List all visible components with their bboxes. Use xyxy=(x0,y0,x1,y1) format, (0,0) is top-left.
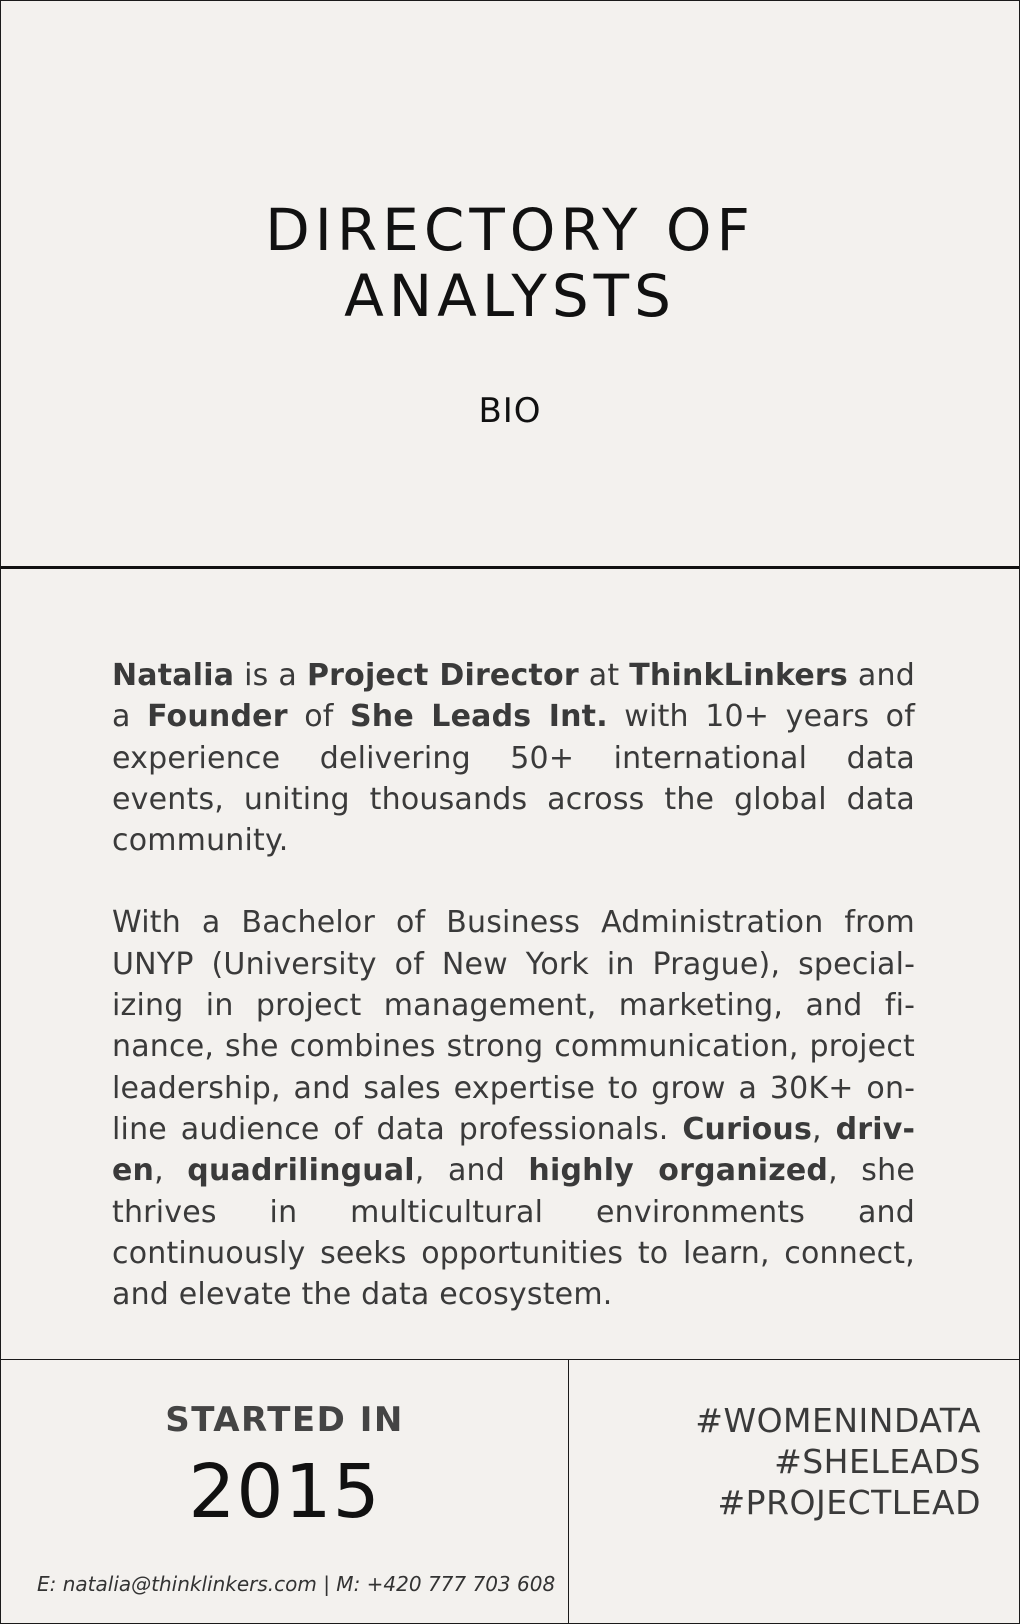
bio-text-run: is a xyxy=(234,658,307,693)
title-line-2: ANALYSTS xyxy=(344,262,676,330)
footer-divider xyxy=(568,1360,569,1624)
page-title xyxy=(1,197,1019,329)
hashtags xyxy=(695,1400,981,1523)
bio-emphasis: quadrilingual xyxy=(187,1153,415,1189)
bio-emphasis: Natalia xyxy=(112,658,235,693)
bio-text-run: With a Bachelor of Business Administration from UNYP (University of New York in Prague), specializing in project management, marketing, and finance, she combines strong communication, project leadership, and sales expertise to grow a 30K+ online audience of data professionals. xyxy=(112,905,915,1147)
contact-info: E: natalia@thinklinkers.com | M: +420 777 703 608 xyxy=(37,1572,556,1596)
hashtag: #SHELEADS xyxy=(774,1442,981,1481)
card-header xyxy=(1,1,1019,569)
bio-text-run: , and xyxy=(414,1153,529,1189)
bio-text-run: , xyxy=(154,1153,188,1189)
bio-emphasis: Founder xyxy=(147,699,288,735)
bio-text-run: of xyxy=(287,699,350,735)
bio-text-run: and a xyxy=(112,658,915,735)
bio-emphasis: She Leads Int. xyxy=(350,699,608,735)
bio-text xyxy=(112,655,915,1315)
section-label: BIO xyxy=(478,391,542,431)
bio-emphasis: Curious xyxy=(682,1111,813,1147)
start-year: 2015 xyxy=(188,1449,381,1535)
bio-text-run: , xyxy=(812,1111,836,1147)
bio-text-run: at xyxy=(578,658,630,693)
bio-emphasis: ThinkLinkers xyxy=(629,658,848,693)
hashtag: #PROJECTLEAD xyxy=(717,1483,981,1522)
bio-paragraph-2 xyxy=(112,902,915,1315)
card-footer xyxy=(1,1359,1019,1624)
bio-emphasis: driven xyxy=(112,1111,915,1189)
title-line-1: DIRECTORY OF xyxy=(265,196,755,264)
bio-paragraph-1 xyxy=(112,655,915,861)
bio-text-run: , she thrives in multicultural environments and continuously seeks opportunities to learn, connect, and elevate the data ecosystem. xyxy=(112,1153,915,1313)
bio-emphasis: highly organized xyxy=(528,1153,829,1189)
bio-text-run: with 10+ years of experience delivering 50+ international data events, uniting thousands across the global data community. xyxy=(112,699,915,859)
started-label: STARTED IN xyxy=(165,1400,404,1440)
bio-emphasis: Project Director xyxy=(306,658,579,693)
hashtag: #WOMENINDATA xyxy=(695,1401,981,1440)
